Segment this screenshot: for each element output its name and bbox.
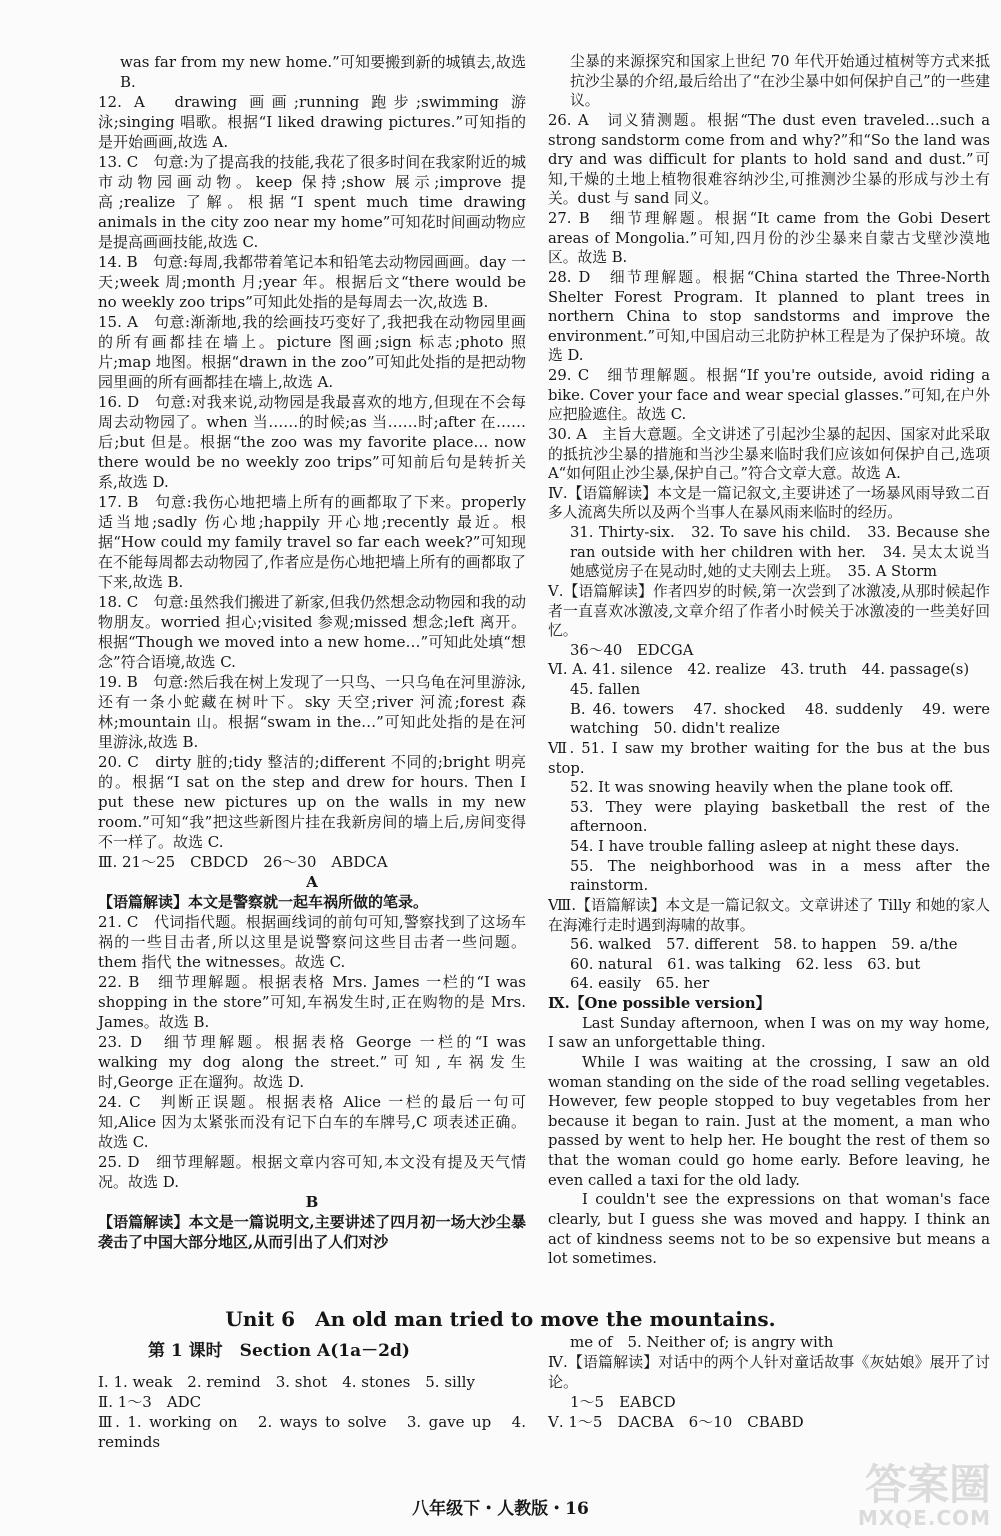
answer-item: 13. C 句意:为了提高我的技能,我花了很多时间在我家附近的城市动物园画动物。keep 保持;show 展示;improve 提高;realize 了解。根据“I spent much time drawing animals in the city zoo near my home”可知花时间画动物应是提高画画技能,故选 C. bbox=[98, 153, 526, 251]
answer-item: 54. I have trouble falling asleep at night these days. bbox=[570, 838, 960, 855]
answer-item: 24. C 判断正误题。根据表格 Alice 一栏的最后一句可知,Alice 因为太紧张而没有记下白车的车牌号,C 项表述正确。故选 C. bbox=[98, 1093, 526, 1151]
answer-item: I couldn't see the expressions on that woman's face clearly, but I guess she was moved and happy. I think an act of kindness seems not to be so expensive but means a lot sometimes. bbox=[548, 1191, 990, 1268]
answer-item: 16. D 句意:对我来说,动物园是我最喜欢的地方,但现在不会每周去动物园了。when 当……的时候;as 当……时;after 在……后;but 但是。根据“the zoo was my favorite place… now there would be no weekly zoo trips”可知前后句是转折关系,故选 D. bbox=[98, 393, 526, 491]
answer-item: Ⅳ.【语篇解读】本文是一篇记叙文,主要讲述了一场暴风雨导致二百多人流离失所以及两个当事人在暴风雨来临时的经历。 bbox=[548, 484, 990, 522]
answer-item: 30. A 主旨大意题。全文讲述了引起沙尘暴的起因、国家对此采取的抵抗沙尘暴的措施和当沙尘暴来临时我们应该如何保护自己,选项 A“如何阻止沙尘暴,保护自己。”符合文章大意。故选 A. bbox=[548, 425, 990, 483]
answer-item: 12. A drawing 画画;running 跑步;swimming 游泳;singing 唱歌。根据“I liked drawing pictures.”可知指的是开始画画,故选 A. bbox=[98, 93, 526, 151]
answer-item: Ⅰ. 1. weak 2. remind 3. shot 4. stones 5. silly bbox=[98, 1373, 475, 1391]
answer-item: 23. D 细节理解题。根据表格 George 一栏的“I was walking my dog along the street.”可知,车祸发生时,George 正在遛狗。故选 D. bbox=[98, 1033, 526, 1091]
answer-item: Ⅶ. 51. I saw my brother waiting for the bus at the bus stop. bbox=[548, 739, 990, 777]
answer-item: 1～5 EABCD bbox=[570, 1393, 676, 1411]
answer-item: 56. walked 57. different 58. to happen 59. a/the bbox=[570, 936, 958, 954]
answer-item: 14. B 句意:每周,我都带着笔记本和铅笔去动物园画画。day 一天;week 周;month 月;year 年。根据后文“there would be no weekly zoo trips”可知此处指的是每周去一次,故选 B. bbox=[98, 253, 526, 311]
answer-item: 22. B 细节理解题。根据表格 Mrs. James 一栏的“I was shopping in the store”可知,车祸发生时,正在购物的是 Mrs. James。故选 B. bbox=[98, 973, 526, 1031]
answer-item: Ⅱ. 1～3 ADC bbox=[98, 1393, 202, 1411]
watermark-small: MXQE.COM bbox=[857, 1506, 991, 1530]
bottom-right-column bbox=[548, 1332, 990, 1432]
answer-item: While I was waiting at the crossing, I saw an old woman standing on the side of the road selling vegetables. However, few people stopped to buy vegetables from her because it began to rain. Just at the moment, a man who passed by went to help her. He bought the rest of them so that the woman could go home early. Before leaving, he even called a taxi for the old lady. bbox=[548, 1053, 990, 1189]
answer-item: 21. C 代词指代题。根据画线词的前句可知,警察找到了这场车祸的一些目击者,所以这里是说警察问这些目击者一些问题。them 指代 the witnesses。故选 C. bbox=[98, 913, 526, 971]
answer-item: 【语篇解读】本文是警察就一起车祸所做的笔录。 bbox=[98, 893, 429, 911]
answer-item: 25. D 细节理解题。根据文章内容可知,本文没有提及天气情况。故选 D. bbox=[98, 1153, 526, 1191]
answer-item: 28. D 细节理解题。根据“China started the Three-North Shelter Forest Program. It planned to plant trees in northern China to stop sandstorms and improve the environment.”可知,中国启动三北防护林工程是为了保护环境。故选 D. bbox=[548, 268, 990, 365]
answer-item: 20. C dirty 脏的;tidy 整洁的;different 不同的;bright 明亮的。根据“I sat on the step and drew for hours. Then I put these new pictures up on the walls in my new room.”可知“我”把这些新图片挂在我新房间的墙上后,房间变得不一样了。故选 C. bbox=[98, 753, 526, 851]
answer-item: 19. B 句意:然后我在树上发现了一只鸟、一只乌龟在河里游泳,还有一条小蛇藏在树叶下。sky 天空;river 河流;forest 森林;mountain 山。根据“swam in the…”可知此处指的是在河里游泳,故选 B. bbox=[98, 673, 526, 751]
answer-item: 45. fallen bbox=[570, 681, 641, 698]
answer-item: 53. They were playing basketball the rest of the afternoon. bbox=[570, 798, 990, 836]
page-footer: 八年级下・人教版・16 bbox=[412, 1499, 589, 1519]
answer-item: me of 5. Neither of; is angry with bbox=[570, 1333, 834, 1351]
answer-item: Last Sunday afternoon, when I was on my way home, I saw an unforgettable thing. bbox=[548, 1014, 990, 1052]
answer-item: Ⅷ.【语篇解读】本文是一篇记叙文。文章讲述了 Tilly 和她的家人在海滩行走时遇到海啸的故事。 bbox=[548, 896, 990, 934]
answer-item: Ⅵ. A. 41. silence 42. realize 43. truth 44. passage(s) bbox=[548, 661, 970, 679]
answer-item: 27. B 细节理解题。根据“It came from the Gobi Desert areas of Mongolia.”可知,四月份的沙尘暴来自蒙古戈壁沙漠地区。故选 B. bbox=[548, 210, 990, 267]
answer-item: Ⅴ. 1～5 DACBA 6～10 CBABD bbox=[548, 1413, 804, 1431]
answer-item: 31. Thirty-six. 32. To save his child. 33. Because she ran outside with her children with her. 34. 吴太太说当她感觉房子在晃动时,她的丈夫刚去上班。 35. A Storm bbox=[570, 524, 990, 581]
answer-item: 55. The neighborhood was in a mess after the rainstorm. bbox=[570, 857, 990, 895]
answer-item: 18. C 句意:虽然我们搬进了新家,但我仍然想念动物园和我的动物朋友。worried 担心;visited 参观;missed 想念;left 离开。根据“Though we moved into a new home…”可知此处填“想念”符合语境,故选 C. bbox=[98, 593, 526, 671]
bottom-left-column bbox=[98, 1340, 526, 1452]
answer-item: Ⅳ.【语篇解读】对话中的两个人针对童话故事《灰姑娘》展开了讨论。 bbox=[548, 1353, 990, 1391]
watermark-big: 答案圈 bbox=[864, 1460, 991, 1509]
answer-item: A bbox=[306, 873, 318, 891]
watermark-logo bbox=[856, 1452, 991, 1530]
lesson-title: 第 1 课时 Section A(1a－2d) bbox=[148, 1341, 410, 1361]
answer-item: 29. C 细节理解题。根据“If you're outside, avoid riding a bike. Cover your face and wear special glasses.”可知,在户外应把脸遮住。故选 C. bbox=[548, 367, 990, 424]
answer-item: Ⅲ. 1. working on 2. ways to solve 3. gave up 4. reminds bbox=[98, 1413, 526, 1451]
answer-item: 【语篇解读】本文是一篇说明文,主要讲述了四月初一场大沙尘暴袭击了中国大部分地区,从而引出了人们对沙 bbox=[98, 1213, 526, 1251]
answer-item: B bbox=[305, 1193, 319, 1211]
answer-item: 尘暴的来源探究和国家上世纪 70 年代开始通过植树等方式来抵抗沙尘暴的介绍,最后给出了“在沙尘暴中如何保护自己”的一些建议。 bbox=[570, 53, 990, 110]
answer-item: B. 46. towers 47. shocked 48. suddenly 49. were watching 50. didn't realize bbox=[570, 700, 990, 738]
answer-item: was far from my new home.”可知要搬到新的城镇去,故选 B. bbox=[120, 53, 526, 91]
answer-item: Ⅲ. 21～25 CBDCD 26～30 ABDCA bbox=[98, 853, 388, 871]
answer-item: 26. A 词义猜测题。根据“The dust even traveled…such a strong sandstorm come from and why?”和“So the land was dry and was difficult for plants to hold sand and dust.”可知,干燥的土地上植物很难容纳沙尘,可推测沙尘暴的形成与沙土有关。dust 与 sand 同义。 bbox=[548, 111, 990, 208]
answer-item: 64. easily 65. her bbox=[570, 975, 710, 993]
left-column bbox=[98, 52, 526, 1252]
answer-item: 52. It was snowing heavily when the plane took off. bbox=[570, 779, 954, 797]
answer-item: 60. natural 61. was talking 62. less 63. but bbox=[570, 955, 921, 973]
answer-item: 17. B 句意:我伤心地把墙上所有的画都取了下来。properly 适当地;sadly 伤心地;happily 开心地;recently 最近。根据“How could my family travel so far each week?”可知现在不能每周都去动物园了,作者应是伤心地把墙上所有的画都取了下来,故选 B. bbox=[98, 493, 526, 591]
unit-title: Unit 6 An old man tried to move the mountains. bbox=[225, 1307, 776, 1331]
right-column bbox=[548, 52, 990, 1269]
answer-item: 15. A 句意:渐渐地,我的绘画技巧变好了,我把我在动物园里画的所有画都挂在墙上。picture 图画;sign 标志;photo 照片;map 地图。根据“drawn in the zoo”可知此处指的是把动物园里画的所有画都挂在墙上,故选 A. bbox=[98, 313, 526, 391]
answer-item: 36～40 EDCGA bbox=[570, 641, 694, 659]
answer-item: Ⅴ.【语篇解读】作者四岁的时候,第一次尝到了冰激凌,从那时候起作者一直喜欢冰激凌,文章介绍了作者小时候关于冰激凌的一些美好回忆。 bbox=[548, 582, 990, 640]
answer-item: Ⅸ.【One possible version】 bbox=[548, 995, 771, 1012]
